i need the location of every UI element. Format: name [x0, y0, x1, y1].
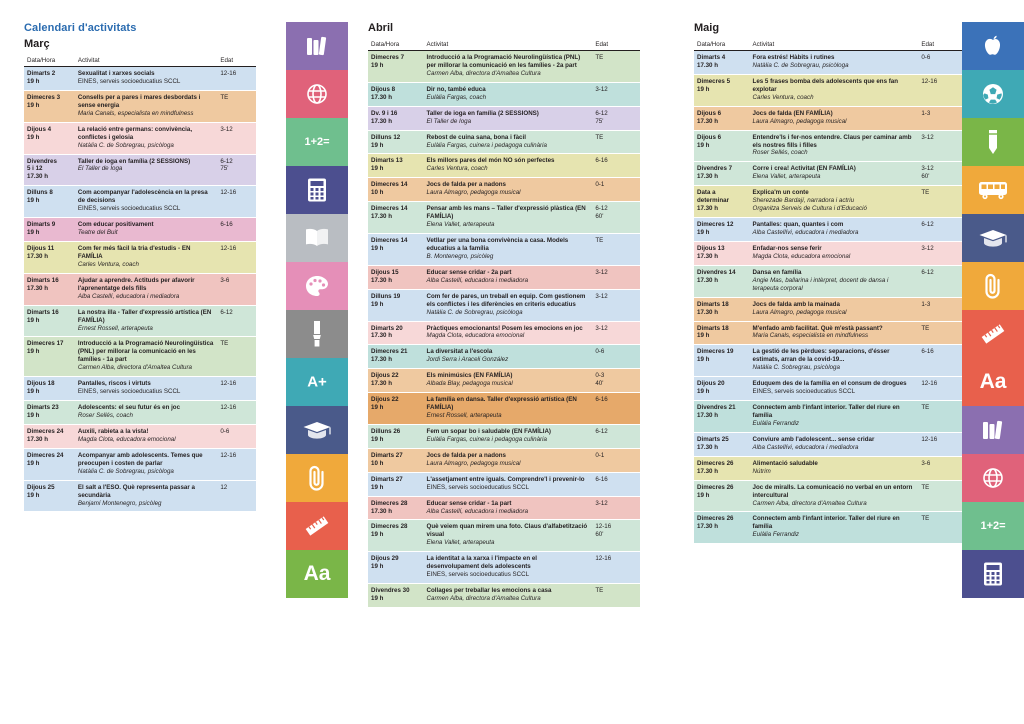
cell-date: Dimecres 3 19 h — [24, 90, 75, 122]
page-title: Calendari d'activitats — [24, 22, 137, 34]
cell-date: Dijous 18 19 h — [24, 377, 75, 401]
table-row — [368, 393, 640, 425]
cell-age: 12-16 — [217, 186, 256, 218]
letters-aa-icon — [286, 550, 348, 598]
cell-date: Divendres 5 i 12 17.30 h — [24, 154, 75, 186]
table-row — [24, 305, 256, 337]
cell-date: Dimecres 17 19 h — [24, 337, 75, 377]
table-row — [368, 154, 640, 178]
table-body-marc — [24, 67, 256, 512]
grade-a-icon — [286, 358, 348, 406]
table-row — [24, 218, 256, 242]
cell-date: Dimecres 14 10 h — [368, 178, 424, 202]
cell-activity: La relació entre germans: convivència, conflictes i gelosia Natàlia C. de Sobregrau, psicòloga — [75, 122, 217, 154]
table-row — [694, 106, 966, 130]
cell-age: 1-3 — [918, 297, 966, 321]
schedule-table-abril — [368, 41, 640, 608]
table-body-maig — [694, 51, 966, 544]
math-icon-glyph: 1+2= — [304, 136, 330, 148]
cell-date: Dimarts 16 17.30 h — [24, 273, 75, 305]
cell-age: 1-3 — [918, 106, 966, 130]
table-row — [368, 289, 640, 321]
cell-activity: Jocs de falda per a nadons Laura Almagro, pedagoga musical — [424, 178, 593, 202]
col-header-activity: Activitat — [424, 41, 593, 51]
col-header-age: Edat — [592, 41, 640, 51]
cell-activity: La nostra illa - Taller d'expressió artística (EN FAMÍLIA) Ernest Rossell, arterapeuta — [75, 305, 217, 337]
cell-activity: Què veiem quan mirem una foto. Claus d'alfabetització visual Elena Vallet, arterapeuta — [424, 520, 593, 552]
math-icon-glyph: 1+2= — [980, 520, 1006, 532]
cell-age: 3-6 — [217, 273, 256, 305]
table-row — [694, 162, 966, 186]
cell-date: Divendres 7 17.30 h — [694, 162, 750, 186]
table-header-row — [694, 41, 966, 51]
table-row — [368, 345, 640, 369]
cell-age: 6-12 75' — [592, 106, 640, 130]
cell-age: TE — [592, 130, 640, 154]
cell-date: Divendres 14 17.30 h — [694, 265, 750, 297]
cell-date: Dv. 9 i 16 17.30 h — [368, 106, 424, 130]
cell-activity: Com educar positivament Teatre del Buit — [75, 218, 217, 242]
cell-age: TE — [217, 337, 256, 377]
table-row — [694, 130, 966, 162]
cell-age: 12-16 — [217, 401, 256, 425]
cell-age: TE — [918, 321, 966, 345]
calculator-icon — [962, 550, 1024, 598]
table-body-abril — [368, 51, 640, 608]
table-row — [694, 265, 966, 297]
cell-activity: La identitat a la xarxa i l'impacte en el desenvolupament dels adolescents EINES, serveis socioeducatius SCCL — [424, 552, 593, 584]
cell-activity: Connectem amb l'infant interior. Taller del riure en família Eulàlia Ferrandiz — [750, 512, 919, 544]
cell-age: 6-16 — [592, 154, 640, 178]
cell-activity: Collages per treballar les emocions a casa Carmen Alba, directora d'Amaltea Cultura — [424, 584, 593, 608]
cell-activity: Com fer de pares, un treball en equip. Com gestionem els conflictes i les diferències en criteris educatius Natàlia C. de Sobregrau, psicòloga — [424, 289, 593, 321]
cell-date: Dimarts 27 10 h — [368, 448, 424, 472]
cell-age: TE — [918, 512, 966, 544]
cell-age: 12-16 — [918, 432, 966, 456]
cell-age: TE — [592, 584, 640, 608]
cell-activity: L'assetjament entre iguals. Comprendre'l i prevenir-lo EINES, serveis socioeducatius SCCL — [424, 472, 593, 496]
table-row — [694, 345, 966, 377]
cell-date: Dijous 15 17.30 h — [368, 265, 424, 289]
icon-strip-left — [286, 22, 348, 598]
cell-activity: Dir no, també educa Eulàlia Fargas, coach — [424, 82, 593, 106]
cell-date: Dimecres 14 17.30 h — [368, 202, 424, 234]
book-open-icon — [286, 214, 348, 262]
cell-age: 12-16 — [217, 448, 256, 480]
table-row — [694, 321, 966, 345]
cell-date: Dimecres 28 19 h — [368, 520, 424, 552]
palette-icon — [286, 262, 348, 310]
graduation-cap-icon — [962, 214, 1024, 262]
cell-age: 6-16 — [918, 345, 966, 377]
table-header-row — [24, 57, 256, 67]
cell-date: Dijous 29 19 h — [368, 552, 424, 584]
cell-activity: La gestió de les pèrdues: separacions, d'ésser estimats, arran de la covid-19... Natàlia C. Sobregrau, psicòloga — [750, 345, 919, 377]
cell-activity: Pràctiques emocionants! Posem les emocions en joc Magda Clota, educadora emocional — [424, 321, 593, 345]
cell-age: TE — [918, 401, 966, 433]
cell-date: Dijous 25 19 h — [24, 480, 75, 512]
cell-age: 12 — [217, 480, 256, 512]
globe-icon — [962, 454, 1024, 502]
cell-date: Dimarts 25 17.30 h — [694, 432, 750, 456]
table-row — [24, 480, 256, 512]
cell-activity: M'enfado amb facilitat. Què m'està passant? Maria Canals, especialista en mindfulness — [750, 321, 919, 345]
cell-date: Dimarts 18 19 h — [694, 321, 750, 345]
col-header-date: Data/Hora — [24, 57, 75, 67]
cell-date: Divendres 30 19 h — [368, 584, 424, 608]
cell-activity: Com fer més fàcil la tria d'estudis - EN FAMÍLIA Carles Ventura, coach — [75, 242, 217, 274]
month-title-marc: Març — [24, 38, 50, 50]
cell-age: 3-12 — [217, 122, 256, 154]
cell-date: Dimarts 23 19 h — [24, 401, 75, 425]
table-row — [368, 369, 640, 393]
cell-activity: Els minimúsics (EN FAMÍLIA) Albada Blay, pedagoga musical — [424, 369, 593, 393]
table-row — [368, 234, 640, 266]
cell-age: 6-12 — [592, 424, 640, 448]
cell-date: Dimarts 20 17.30 h — [368, 321, 424, 345]
table-row — [368, 321, 640, 345]
cell-age: 0-1 — [592, 448, 640, 472]
cell-age: 12-16 — [217, 242, 256, 274]
cell-date: Dijous 6 17.30 h — [694, 106, 750, 130]
cell-age: TE — [592, 234, 640, 266]
cell-age: 3-12 — [592, 265, 640, 289]
cell-activity: Dansa en família Angie Mas, ballarina i intèrpret, docent de dansa i terapeuta corporal — [750, 265, 919, 297]
cell-age: 12-16 — [592, 552, 640, 584]
math-icon — [962, 502, 1024, 550]
table-row — [694, 297, 966, 321]
cell-activity: Pensar amb les mans – Taller d'expressió plàstica (EN FAMÍLIA) Elena Vallet, arterapeuta — [424, 202, 593, 234]
apple-icon — [962, 22, 1024, 70]
cell-date: Dilluns 12 19 h — [368, 130, 424, 154]
cell-activity: Jocs de falda amb la mainada Laura Almagro, pedagoga musical — [750, 297, 919, 321]
letters-aa-icon — [962, 358, 1024, 406]
column-maig — [694, 0, 966, 544]
cell-date: Dimecres 24 17.30 h — [24, 424, 75, 448]
cell-activity: Connectem amb l'infant interior. Taller del riure en família Eulàlia Ferrandiz — [750, 401, 919, 433]
ball-icon — [962, 70, 1024, 118]
month-title-maig: Maig — [694, 22, 720, 34]
cell-activity: Joc de miralls. La comunicació no verbal en un entorn intercultural Carmen Alba, directora d'Amaltea Cultura — [750, 480, 919, 512]
cell-activity: Eduquem des de la família en el consum de drogues EINES, serveis socioeducatius SCCL — [750, 377, 919, 401]
graduation-cap-icon — [286, 406, 348, 454]
cell-activity: Enfadar-nos sense ferir Magda Clota, educadora emocional — [750, 241, 919, 265]
math-icon — [286, 118, 348, 166]
cell-age: 3-12 — [592, 321, 640, 345]
table-row — [24, 337, 256, 377]
cell-date: Dijous 4 19 h — [24, 122, 75, 154]
table-row — [368, 178, 640, 202]
cell-age: 3-12 — [592, 289, 640, 321]
cell-activity: Pantalles: quan, quantes i com Alba Castellívi, educadora i mediadora — [750, 218, 919, 242]
cell-activity: Educar sense cridar - 1a part Alba Castellí, educadora i mediadora — [424, 496, 593, 520]
grade-a-icon-glyph: A+ — [307, 373, 327, 391]
cell-date: Dijous 6 19 h — [694, 130, 750, 162]
cell-age: TE — [217, 90, 256, 122]
cell-activity: Acompanyar amb adolescents. Temes que preocupen i costen de parlar Natàlia C. de Sobregrau, psicòloga — [75, 448, 217, 480]
cell-date: Dijous 22 19 h — [368, 393, 424, 425]
cell-activity: Explica'm un conte Sherezade Bardají, narradora i actriu Organitza Serveis de Cultura i d'Educació — [750, 186, 919, 218]
cell-activity: Entendre'ls i fer-nos entendre. Claus per caminar amb els nostres fills i filles Roser Sellés, coach — [750, 130, 919, 162]
cell-age: 6-16 — [592, 393, 640, 425]
cell-activity: Les 5 frases bomba dels adolescents que ens fan explotar Carles Ventura, coach — [750, 74, 919, 106]
cell-activity: Auxili, rabieta a la vista! Magda Clota, educadora emocional — [75, 424, 217, 448]
cell-date: Dijous 20 19 h — [694, 377, 750, 401]
cell-activity: Els millors pares del món NO són perfectes Carles Ventura, coach — [424, 154, 593, 178]
table-row — [694, 401, 966, 433]
table-row — [24, 377, 256, 401]
cell-age: 6-12 — [918, 265, 966, 297]
col-header-age: Edat — [217, 57, 256, 67]
cell-age: 12-16 — [918, 74, 966, 106]
table-row — [24, 242, 256, 274]
table-row — [24, 401, 256, 425]
cell-date: Dilluns 26 19 h — [368, 424, 424, 448]
cell-date: Dimecres 26 19 h — [694, 480, 750, 512]
cell-date: Dimecres 14 19 h — [368, 234, 424, 266]
cell-age: 12-16 — [217, 67, 256, 91]
cell-date: Dimarts 16 19 h — [24, 305, 75, 337]
table-row — [368, 520, 640, 552]
column-marc — [24, 0, 256, 512]
cell-date: Dimecres 21 17.30 h — [368, 345, 424, 369]
table-row — [694, 74, 966, 106]
cell-age: 12-16 — [918, 377, 966, 401]
table-row — [24, 122, 256, 154]
school-bus-icon — [962, 166, 1024, 214]
cell-age: 3-12 60' — [918, 162, 966, 186]
cell-date: Dimecres 12 19 h — [694, 218, 750, 242]
cell-age: TE — [918, 186, 966, 218]
table-row — [24, 186, 256, 218]
cell-date: Dimecres 7 19 h — [368, 51, 424, 83]
cell-age: 3-12 — [592, 82, 640, 106]
table-row — [694, 218, 966, 242]
table-row — [694, 480, 966, 512]
cell-activity: Ajudar a aprendre. Actituds per afavorir l'aprenentatge dels fills Alba Castellí, educadora i mediadora — [75, 273, 217, 305]
table-row — [368, 82, 640, 106]
column-abril — [368, 0, 640, 608]
cell-age: 3-12 — [592, 496, 640, 520]
cell-activity: La família en dansa. Taller d'expressió artística (EN FAMÍLIA) Ernest Rossell, arterapeuta — [424, 393, 593, 425]
cell-activity: Adolescents: el seu futur és en joc Roser Sellés, coach — [75, 401, 217, 425]
cell-activity: Taller de ioga en família (2 SESSIONS) El Taller de Ioga — [424, 106, 593, 130]
cell-age: 12-16 — [217, 377, 256, 401]
pencil-icon — [962, 118, 1024, 166]
cell-age: TE — [592, 51, 640, 83]
col-header-date: Data/Hora — [368, 41, 424, 51]
table-row — [694, 432, 966, 456]
cell-age: 0-6 — [918, 51, 966, 75]
table-row — [368, 584, 640, 608]
cell-date: Dimarts 4 17.30 h — [694, 51, 750, 75]
cell-activity: Fora estrés! Hàbits i rutines Natàlia C. de Sobregrau, psicòloga — [750, 51, 919, 75]
table-row — [368, 202, 640, 234]
cell-activity: Vetllar per una bona convivència a casa. Models educatius a la família B. Montenegro, psicòleg — [424, 234, 593, 266]
icon-strip-right — [962, 22, 1024, 598]
cell-age: 3-6 — [918, 456, 966, 480]
cell-date: Dilluns 19 19 h — [368, 289, 424, 321]
table-row — [694, 51, 966, 75]
cell-date: Dijous 8 17.30 h — [368, 82, 424, 106]
col-header-age: Edat — [918, 41, 966, 51]
paperclip-icon — [286, 454, 348, 502]
cell-activity: Alimentació saludable Nútrim — [750, 456, 919, 480]
col-header-date: Data/Hora — [694, 41, 750, 51]
cell-age: 6-12 60' — [592, 202, 640, 234]
cell-activity: Jocs de falda per a nadons Laura Almagro, pedagoga musical — [424, 448, 593, 472]
table-row — [368, 496, 640, 520]
cell-activity: La diversitat a l'escola Jordi Serra i Araceli González — [424, 345, 593, 369]
cell-date: Dimecres 26 17.30 h — [694, 512, 750, 544]
cell-activity: Consells per a pares i mares desbordats i sense energia Maria Canals, especialista en mindfulness — [75, 90, 217, 122]
cell-activity: Introducció a la Programació Neurolingüística (PNL) per millorar la comunicació en les famílies - 1a part Carmen Alba, directora d'Amaltea Cultura — [75, 337, 217, 377]
cell-date: Divendres 21 17.30 h — [694, 401, 750, 433]
paperclip-icon — [962, 262, 1024, 310]
table-row — [24, 448, 256, 480]
cell-date: Data a determinar 17.30 h — [694, 186, 750, 218]
cell-age: 0-3 40' — [592, 369, 640, 393]
cell-date: Dimecres 24 19 h — [24, 448, 75, 480]
letters-aa-icon-glyph: Aa — [979, 370, 1007, 393]
table-row — [24, 67, 256, 91]
cell-activity: Taller de ioga en família (2 SESSIONS) El Taller de Ioga — [75, 154, 217, 186]
cell-age: 6-12 75' — [217, 154, 256, 186]
table-row — [24, 273, 256, 305]
table-row — [368, 448, 640, 472]
letters-aa-icon-glyph: Aa — [303, 562, 331, 585]
table-row — [694, 512, 966, 544]
table-row — [368, 106, 640, 130]
cell-activity: Educar sense cridar - 2a part Alba Castellí, educadora i mediadora — [424, 265, 593, 289]
cell-age: 0-1 — [592, 178, 640, 202]
schedule-table-marc — [24, 57, 256, 512]
cell-date: Dimecres 26 17.30 h — [694, 456, 750, 480]
cell-activity: Fem un sopar bo i saludable (EN FAMÍLIA) Eulàlia Fargas, cuinera i pedagoga culinària — [424, 424, 593, 448]
table-row — [368, 472, 640, 496]
cell-date: Dimecres 5 19 h — [694, 74, 750, 106]
cell-date: Dimarts 9 19 h — [24, 218, 75, 242]
cell-date: Dijous 22 17.30 h — [368, 369, 424, 393]
cell-age: 0-6 — [217, 424, 256, 448]
table-row — [694, 456, 966, 480]
col-header-activity: Activitat — [750, 41, 919, 51]
table-row — [368, 552, 640, 584]
month-title-abril: Abril — [368, 22, 394, 34]
cell-age: 6-16 — [592, 472, 640, 496]
table-row — [694, 241, 966, 265]
cell-date: Dimarts 18 17.30 h — [694, 297, 750, 321]
cell-date: Dimarts 13 19 h — [368, 154, 424, 178]
cell-activity: Rebost de cuina sana, bona i fàcil Eulàlia Fargas, cuinera i pedagoga culinària — [424, 130, 593, 154]
cell-activity: Introducció a la Programació Neurolingüística (PNL) per millorar la comunicació en les famílies - 2a part Carmen Alba, directora d'Amaltea Cultura — [424, 51, 593, 83]
table-row — [368, 130, 640, 154]
globe-icon — [286, 70, 348, 118]
cell-age: 3-12 — [918, 130, 966, 162]
cell-age: 0-6 — [592, 345, 640, 369]
table-row — [694, 377, 966, 401]
cell-activity: Sexualitat i xarxes socials EINES, serveis socioeducatius SCCL — [75, 67, 217, 91]
cell-date: Dimarts 2 19 h — [24, 67, 75, 91]
cell-age: 6-16 — [217, 218, 256, 242]
table-row — [24, 424, 256, 448]
ruler-icon — [962, 310, 1024, 358]
table-row — [368, 424, 640, 448]
books-icon — [962, 406, 1024, 454]
calculator-icon — [286, 166, 348, 214]
cell-age: 3-12 — [918, 241, 966, 265]
cell-age: TE — [918, 480, 966, 512]
table-row — [24, 154, 256, 186]
cell-activity: Conviure amb l'adolescent... sense cridar Alba Castellívi, educadora i mediadora — [750, 432, 919, 456]
cell-activity: Pantalles, riscos i virtuts EINES, serveis socioeducatius SCCL — [75, 377, 217, 401]
schedule-table-maig — [694, 41, 966, 544]
table-row — [24, 90, 256, 122]
table-row — [694, 186, 966, 218]
table-row — [368, 265, 640, 289]
cell-activity: El salt a l'ESO. Què representa passar a secundària Benjamí Montenegro, psicòleg — [75, 480, 217, 512]
ruler-icon — [286, 502, 348, 550]
books-icon — [286, 22, 348, 70]
cell-date: Dilluns 8 19 h — [24, 186, 75, 218]
table-header-row — [368, 41, 640, 51]
cell-date: Dimecres 28 17.30 h — [368, 496, 424, 520]
cell-date: Dijous 13 17.30 h — [694, 241, 750, 265]
paintbrush-icon — [286, 310, 348, 358]
cell-activity: Corre i crea! Activitat (EN FAMÍLIA) Elena Vallet, arterapeuta — [750, 162, 919, 186]
cell-date: Dimarts 27 19 h — [368, 472, 424, 496]
cell-date: Dijous 11 17.30 h — [24, 242, 75, 274]
cell-age: 12-16 60' — [592, 520, 640, 552]
table-row — [368, 51, 640, 83]
cell-activity: Com acompanyar l'adolescència en la presa de decisions EINES, serveis socioeducatius SCCL — [75, 186, 217, 218]
cell-activity: Jocs de falda (EN FAMÍLIA) Laura Almagro, pedagoga musical — [750, 106, 919, 130]
col-header-activity: Activitat — [75, 57, 217, 67]
cell-age: 6-12 — [918, 218, 966, 242]
cell-date: Dimecres 19 19 h — [694, 345, 750, 377]
cell-age: 6-12 — [217, 305, 256, 337]
